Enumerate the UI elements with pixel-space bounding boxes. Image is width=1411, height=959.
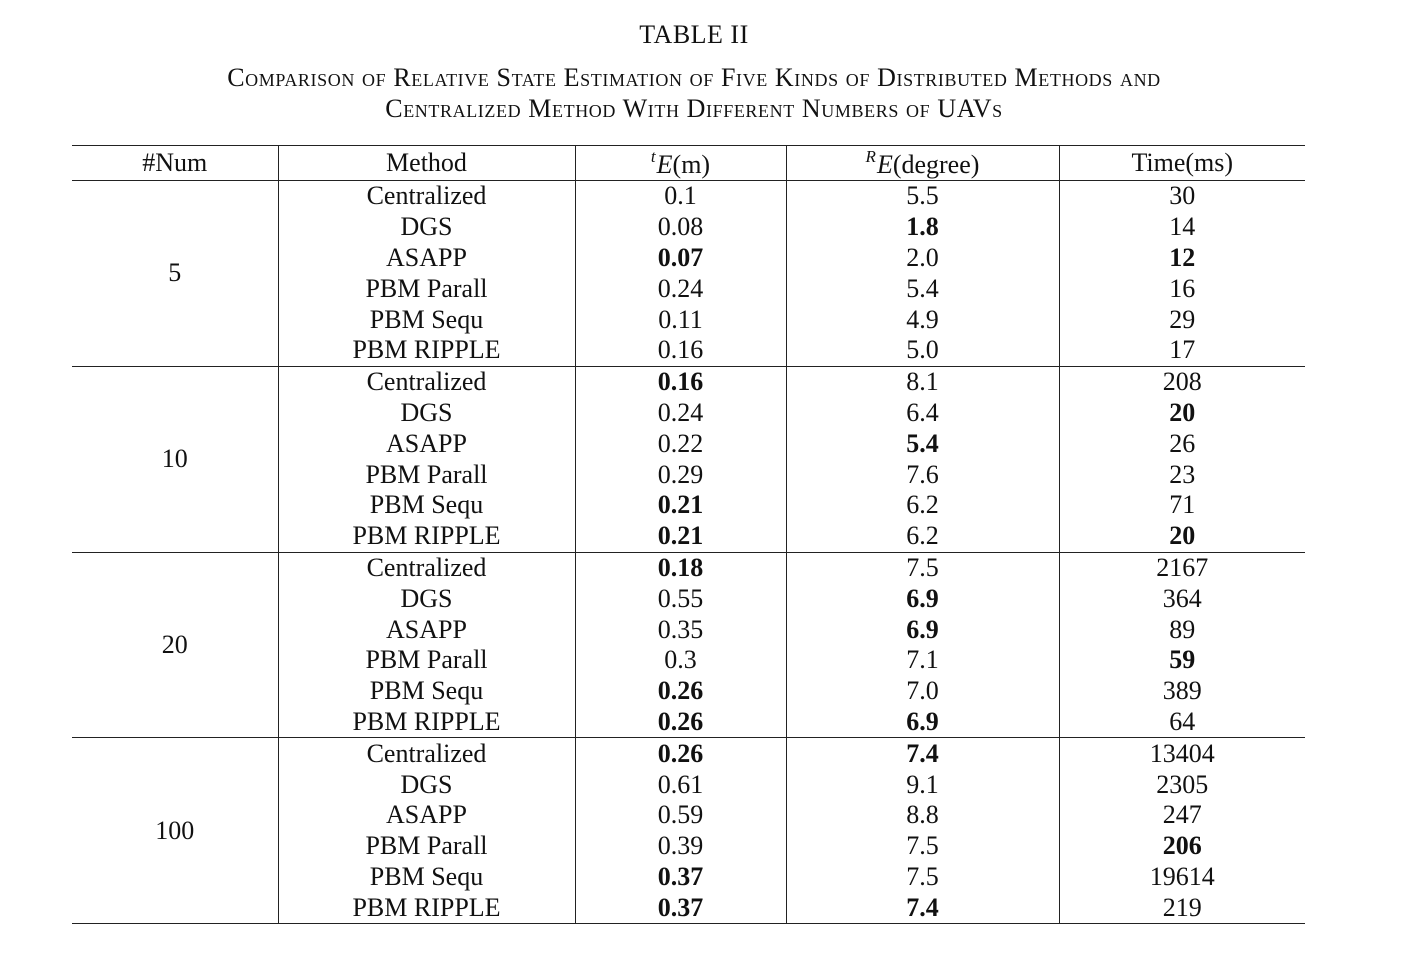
method-cell: Centralized [278,738,575,769]
rotation-error-cell: 8.8 [786,800,1059,831]
translation-error-cell: 0.07 [575,243,786,274]
rotation-error-cell: 6.4 [786,398,1059,429]
method-cell: DGS [278,212,575,243]
uav-count-cell: 100 [72,738,278,924]
method-cell: PBM RIPPLE [278,335,575,366]
time-cell: 29 [1059,304,1305,335]
time-cell: 206 [1059,831,1305,862]
translation-error-cell: 0.37 [575,892,786,923]
time-cell: 208 [1059,366,1305,397]
rotation-error-cell: 5.4 [786,273,1059,304]
method-cell: PBM Sequ [278,862,575,893]
translation-error-cell: 0.26 [575,676,786,707]
method-cell: PBM Parall [278,645,575,676]
translation-error-cell: 0.16 [575,335,786,366]
header-time: Time(ms) [1059,146,1305,181]
table-caption [0,62,1388,124]
table-row [72,366,1305,397]
method-cell: PBM Sequ [278,490,575,521]
time-cell: 389 [1059,676,1305,707]
rotation-error-cell: 5.5 [786,181,1059,212]
method-cell: PBM RIPPLE [278,521,575,552]
re-unit: (degree) [892,149,980,179]
method-cell: DGS [278,398,575,429]
rotation-error-cell: 5.0 [786,335,1059,366]
method-cell: ASAPP [278,243,575,274]
translation-error-cell: 0.26 [575,738,786,769]
time-cell: 12 [1059,243,1305,274]
header-row [72,146,1305,181]
rotation-error-cell: 1.8 [786,212,1059,243]
method-cell: Centralized [278,552,575,583]
method-cell: PBM Sequ [278,676,575,707]
time-cell: 219 [1059,892,1305,923]
table-label: TABLE II [639,20,749,49]
rotation-error-cell: 4.9 [786,304,1059,335]
rotation-error-cell: 7.4 [786,892,1059,923]
method-cell: ASAPP [278,428,575,459]
rotation-error-cell: 6.9 [786,583,1059,614]
method-cell: PBM Parall [278,459,575,490]
caption-line-1: Comparison of Relative State Estimation of Five Kinds of Distributed Methods and [227,63,1161,92]
translation-error-cell: 0.22 [575,428,786,459]
translation-error-cell: 0.21 [575,521,786,552]
time-cell: 16 [1059,273,1305,304]
rotation-error-cell: 7.4 [786,738,1059,769]
rotation-error-cell: 6.2 [786,490,1059,521]
method-cell: DGS [278,769,575,800]
translation-error-cell: 0.24 [575,273,786,304]
method-cell: ASAPP [278,800,575,831]
time-cell: 247 [1059,800,1305,831]
table-body [72,181,1305,924]
time-cell: 64 [1059,707,1305,738]
translation-error-cell: 0.1 [575,181,786,212]
translation-error-cell: 0.24 [575,398,786,429]
time-cell: 20 [1059,521,1305,552]
translation-error-cell: 0.39 [575,831,786,862]
caption-line-2: Centralized Method With Different Numbers of UAVs [385,94,1003,123]
translation-error-cell: 0.16 [575,366,786,397]
uav-count-cell: 5 [72,181,278,367]
time-cell: 89 [1059,614,1305,645]
method-cell: PBM Parall [278,273,575,304]
te-unit: (m) [672,149,711,179]
time-cell: 364 [1059,583,1305,614]
rotation-error-cell: 7.5 [786,862,1059,893]
header-num: #Num [72,146,278,181]
uav-count-cell: 10 [72,366,278,552]
translation-error-cell: 0.08 [575,212,786,243]
translation-error-cell: 0.21 [575,490,786,521]
rotation-error-cell: 7.6 [786,459,1059,490]
time-cell: 2167 [1059,552,1305,583]
table-row [72,181,1305,212]
header-method: Method [278,146,575,181]
rotation-error-cell: 9.1 [786,769,1059,800]
table-row [72,552,1305,583]
translation-error-cell: 0.3 [575,645,786,676]
time-cell: 13404 [1059,738,1305,769]
time-cell: 14 [1059,212,1305,243]
rotation-error-cell: 2.0 [786,243,1059,274]
translation-error-cell: 0.18 [575,552,786,583]
time-cell: 30 [1059,181,1305,212]
time-cell: 17 [1059,335,1305,366]
rotation-error-cell: 6.2 [786,521,1059,552]
method-cell: PBM Sequ [278,304,575,335]
rotation-error-cell: 8.1 [786,366,1059,397]
method-cell: Centralized [278,181,575,212]
te-superscript: t [650,146,656,166]
header-rotation-error [786,146,1059,181]
translation-error-cell: 0.37 [575,862,786,893]
rotation-error-cell: 7.0 [786,676,1059,707]
uav-count-cell: 20 [72,552,278,738]
method-cell: ASAPP [278,614,575,645]
translation-error-cell: 0.29 [575,459,786,490]
te-symbol: E [656,149,673,179]
translation-error-cell: 0.35 [575,614,786,645]
table-row [72,738,1305,769]
translation-error-cell: 0.59 [575,800,786,831]
method-cell: PBM RIPPLE [278,892,575,923]
translation-error-cell: 0.11 [575,304,786,335]
rotation-error-cell: 6.9 [786,707,1059,738]
method-cell: Centralized [278,366,575,397]
time-cell: 71 [1059,490,1305,521]
time-cell: 26 [1059,428,1305,459]
rotation-error-cell: 5.4 [786,428,1059,459]
re-symbol: E [876,149,893,179]
results-table [72,145,1305,924]
rotation-error-cell: 7.5 [786,831,1059,862]
method-cell: DGS [278,583,575,614]
method-cell: PBM RIPPLE [278,707,575,738]
rotation-error-cell: 6.9 [786,614,1059,645]
translation-error-cell: 0.55 [575,583,786,614]
translation-error-cell: 0.26 [575,707,786,738]
rotation-error-cell: 7.1 [786,645,1059,676]
time-cell: 59 [1059,645,1305,676]
method-cell: PBM Parall [278,831,575,862]
time-cell: 2305 [1059,769,1305,800]
rotation-error-cell: 7.5 [786,552,1059,583]
translation-error-cell: 0.61 [575,769,786,800]
re-superscript: R [865,146,876,166]
time-cell: 19614 [1059,862,1305,893]
time-cell: 23 [1059,459,1305,490]
time-cell: 20 [1059,398,1305,429]
header-translation-error [575,146,786,181]
